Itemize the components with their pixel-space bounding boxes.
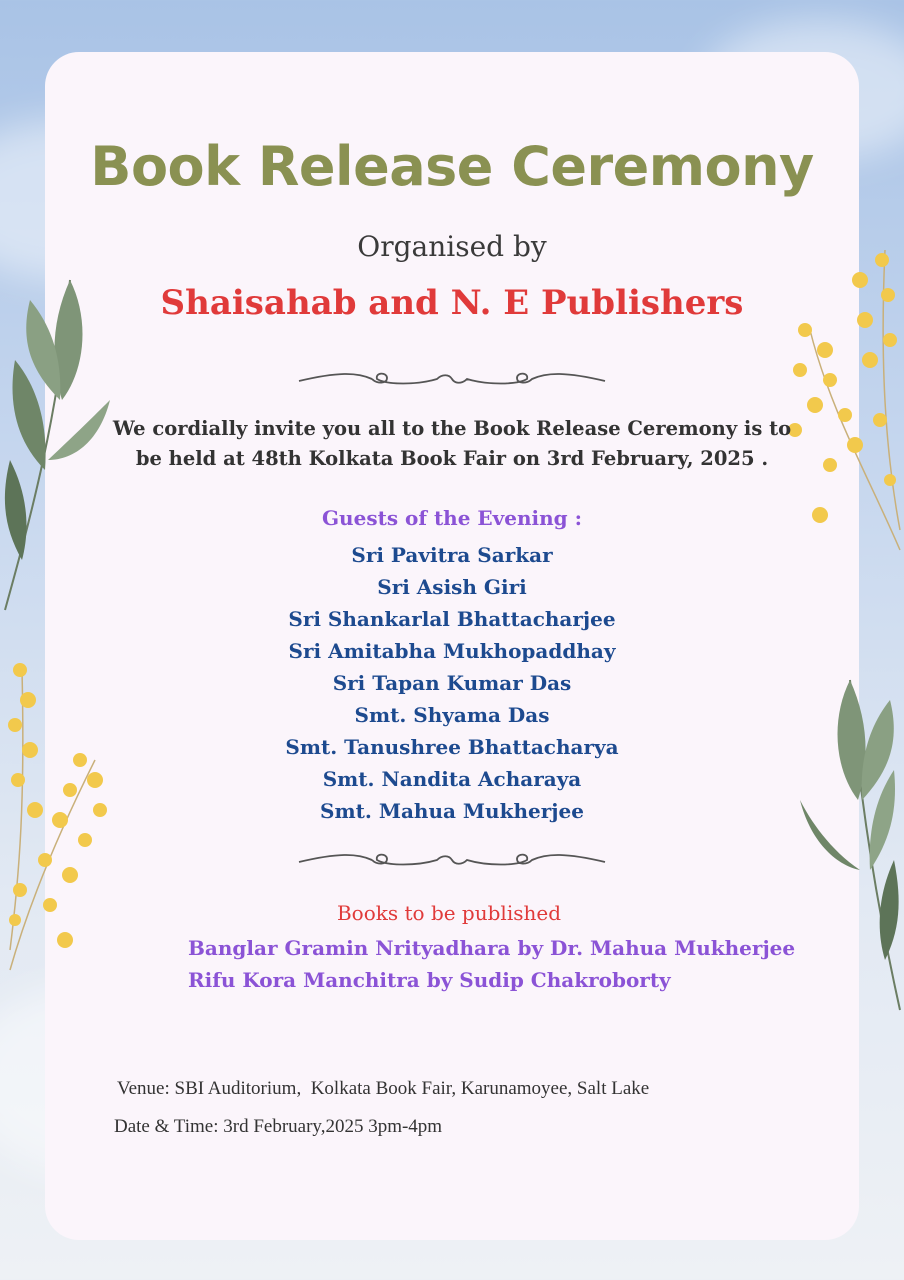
book-list: [188, 932, 795, 996]
flourish-divider-icon: [297, 849, 607, 871]
page-title: Book Release Ceremony: [90, 135, 814, 198]
guest-name: Sri Amitabha Mukhopaddhay: [288, 639, 616, 663]
publisher-name: Shaisahab and N. E Publishers: [160, 283, 744, 323]
guest-name: Sri Pavitra Sarkar: [351, 543, 553, 567]
book-title: Banglar Gramin Nrityadhara by Dr. Mahua Mukherjee: [188, 936, 796, 960]
books-heading: Books to be published: [336, 901, 561, 925]
invitation-line: be held at 48th Kolkata Book Fair on 3rd February, 2025 .: [135, 447, 769, 470]
invitation-text: [110, 414, 794, 474]
venue-text: Venue: SBI Auditorium, Kolkata Book Fair, Karunamoyee, Salt Lake: [117, 1078, 650, 1099]
organised-by-label: Organised by: [357, 230, 547, 263]
guest-name: Smt. Nandita Acharaya: [322, 767, 582, 791]
guest-name: Sri Shankarlal Bhattacharjee: [288, 607, 616, 631]
guest-name: Smt. Mahua Mukherjee: [320, 799, 584, 823]
date-time-text: Date & Time: 3rd February,2025 3pm-4pm: [114, 1116, 443, 1137]
guest-name: Sri Asish Giri: [377, 575, 527, 599]
guest-list: [0, 539, 904, 827]
flourish-divider-icon: [297, 368, 607, 390]
guest-name: Smt. Shyama Das: [354, 703, 550, 727]
guests-heading: Guests of the Evening :: [321, 506, 583, 530]
invitation-line: We cordially invite you all to the Book Release Ceremony is to: [112, 417, 792, 440]
guest-name: Smt. Tanushree Bhattacharya: [285, 735, 619, 759]
book-title: Rifu Kora Manchitra by Sudip Chakroborty: [188, 968, 671, 992]
guest-name: Sri Tapan Kumar Das: [332, 671, 572, 695]
